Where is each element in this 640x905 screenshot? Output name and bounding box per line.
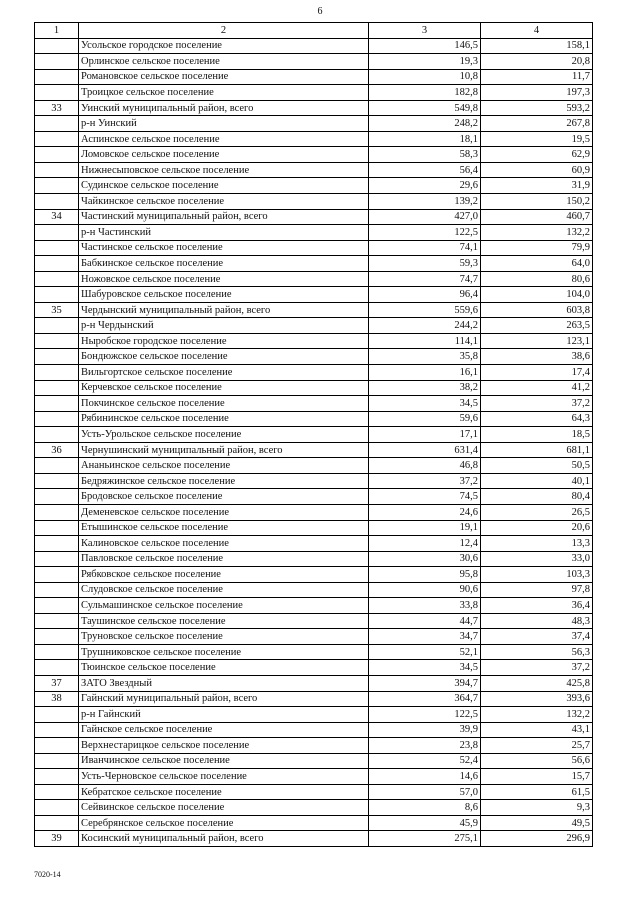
header-col-1: 1 [35, 23, 79, 39]
table-row [35, 100, 593, 116]
value-col-4: 50,5 [481, 458, 593, 474]
table-row [35, 769, 593, 785]
municipality-name: Ломовское сельское поселение [79, 147, 369, 163]
value-col-3: 19,1 [369, 520, 481, 536]
row-number [35, 753, 79, 769]
municipality-name: Верхнестарицкое сельское поселение [79, 738, 369, 754]
value-col-4: 64,3 [481, 411, 593, 427]
table-row [35, 613, 593, 629]
row-number [35, 644, 79, 660]
value-col-3: 37,2 [369, 473, 481, 489]
row-number [35, 769, 79, 785]
row-number [35, 411, 79, 427]
row-number [35, 380, 79, 396]
row-number [35, 707, 79, 723]
row-number [35, 551, 79, 567]
municipality-name: Судинское сельское поселение [79, 178, 369, 194]
row-number: 37 [35, 675, 79, 691]
document-code: 7020-14 [34, 870, 61, 879]
value-col-4: 104,0 [481, 287, 593, 303]
value-col-4: 425,8 [481, 675, 593, 691]
table-row [35, 240, 593, 256]
municipality-name: Усть-Черновское сельское поселение [79, 769, 369, 785]
value-col-3: 364,7 [369, 691, 481, 707]
row-number [35, 287, 79, 303]
row-number [35, 54, 79, 70]
row-number [35, 536, 79, 552]
value-col-3: 52,4 [369, 753, 481, 769]
table-row [35, 271, 593, 287]
value-col-4: 150,2 [481, 194, 593, 210]
value-col-3: 38,2 [369, 380, 481, 396]
municipality-name: Частинский муниципальный район, всего [79, 209, 369, 225]
municipality-name: Калиновское сельское поселение [79, 536, 369, 552]
municipality-name: Чердынский муниципальный район, всего [79, 302, 369, 318]
municipality-name: Бедряжинское сельское поселение [79, 473, 369, 489]
municipality-name: Уинский муниципальный район, всего [79, 100, 369, 116]
value-col-3: 58,3 [369, 147, 481, 163]
table-row [35, 162, 593, 178]
table-row [35, 722, 593, 738]
table-row [35, 380, 593, 396]
table-row [35, 147, 593, 163]
header-col-2: 2 [79, 23, 369, 39]
value-col-4: 18,5 [481, 427, 593, 443]
table-row [35, 256, 593, 272]
table-row [35, 427, 593, 443]
table-row [35, 815, 593, 831]
table-row [35, 536, 593, 552]
table-row [35, 442, 593, 458]
row-number [35, 271, 79, 287]
table-row [35, 489, 593, 505]
table-row [35, 800, 593, 816]
value-col-3: 12,4 [369, 536, 481, 552]
municipality-name: Чайкинское сельское поселение [79, 194, 369, 210]
table-row [35, 178, 593, 194]
municipality-name: Слудовское сельское поселение [79, 582, 369, 598]
row-number [35, 489, 79, 505]
municipality-name: Иванчинское сельское поселение [79, 753, 369, 769]
table-body [35, 23, 593, 847]
value-col-3: 122,5 [369, 225, 481, 241]
value-col-3: 39,9 [369, 722, 481, 738]
value-col-3: 96,4 [369, 287, 481, 303]
table-row [35, 287, 593, 303]
value-col-3: 44,7 [369, 613, 481, 629]
value-col-4: 64,0 [481, 256, 593, 272]
municipality-name: Керчевское сельское поселение [79, 380, 369, 396]
table-header-row [35, 23, 593, 39]
municipality-name: Етышинское сельское поселение [79, 520, 369, 536]
value-col-3: 57,0 [369, 784, 481, 800]
value-col-4: 41,2 [481, 380, 593, 396]
row-number [35, 85, 79, 101]
value-col-3: 23,8 [369, 738, 481, 754]
row-number [35, 722, 79, 738]
table-row [35, 302, 593, 318]
municipality-name: Усольское городское поселение [79, 38, 369, 54]
table-row [35, 567, 593, 583]
value-col-4: 460,7 [481, 209, 593, 225]
municipality-name: р-н Гайнский [79, 707, 369, 723]
row-number [35, 598, 79, 614]
table-row [35, 116, 593, 132]
municipality-name: Рябининское сельское поселение [79, 411, 369, 427]
value-col-3: 34,7 [369, 629, 481, 645]
value-col-4: 48,3 [481, 613, 593, 629]
value-col-3: 56,4 [369, 162, 481, 178]
municipality-name: Гайнский муниципальный район, всего [79, 691, 369, 707]
value-col-3: 59,3 [369, 256, 481, 272]
value-col-3: 8,6 [369, 800, 481, 816]
row-number [35, 225, 79, 241]
municipality-name: Бондюжское сельское поселение [79, 349, 369, 365]
row-number [35, 815, 79, 831]
municipality-name: Ножовское сельское поселение [79, 271, 369, 287]
value-col-4: 9,3 [481, 800, 593, 816]
municipality-name: Сульмашинское сельское поселение [79, 598, 369, 614]
value-col-4: 20,6 [481, 520, 593, 536]
row-number [35, 504, 79, 520]
municipality-name: Бабкинское сельское поселение [79, 256, 369, 272]
value-col-3: 33,8 [369, 598, 481, 614]
value-col-3: 29,6 [369, 178, 481, 194]
row-number [35, 613, 79, 629]
value-col-4: 13,3 [481, 536, 593, 552]
table-row [35, 784, 593, 800]
row-number [35, 660, 79, 676]
municipality-name: Труновское сельское поселение [79, 629, 369, 645]
value-col-4: 37,2 [481, 660, 593, 676]
municipality-name: Частинское сельское поселение [79, 240, 369, 256]
row-number [35, 567, 79, 583]
municipality-name: Серебрянское сельское поселение [79, 815, 369, 831]
value-col-3: 549,8 [369, 100, 481, 116]
row-number [35, 38, 79, 54]
value-col-4: 43,1 [481, 722, 593, 738]
value-col-3: 146,5 [369, 38, 481, 54]
municipality-name: Усть-Урольское сельское поселение [79, 427, 369, 443]
value-col-4: 26,5 [481, 504, 593, 520]
table-row [35, 738, 593, 754]
row-number [35, 473, 79, 489]
municipality-name: Бродовское сельское поселение [79, 489, 369, 505]
row-number [35, 194, 79, 210]
value-col-4: 61,5 [481, 784, 593, 800]
value-col-3: 114,1 [369, 333, 481, 349]
municipality-name: Чернушинский муниципальный район, всего [79, 442, 369, 458]
value-col-4: 62,9 [481, 147, 593, 163]
value-col-4: 158,1 [481, 38, 593, 54]
table-row [35, 660, 593, 676]
table-row [35, 551, 593, 567]
table-row [35, 365, 593, 381]
value-col-3: 244,2 [369, 318, 481, 334]
row-number: 34 [35, 209, 79, 225]
header-col-4: 4 [481, 23, 593, 39]
value-col-3: 24,6 [369, 504, 481, 520]
value-col-3: 248,2 [369, 116, 481, 132]
row-number [35, 427, 79, 443]
table-row [35, 598, 593, 614]
value-col-4: 40,1 [481, 473, 593, 489]
row-number [35, 147, 79, 163]
municipality-name: Рябковское сельское поселение [79, 567, 369, 583]
row-number [35, 365, 79, 381]
table-row [35, 194, 593, 210]
row-number [35, 520, 79, 536]
value-col-4: 296,9 [481, 831, 593, 847]
value-col-3: 95,8 [369, 567, 481, 583]
table-row [35, 504, 593, 520]
value-col-4: 11,7 [481, 69, 593, 85]
value-col-3: 394,7 [369, 675, 481, 691]
table-row [35, 411, 593, 427]
table-row [35, 85, 593, 101]
table-row [35, 582, 593, 598]
row-number [35, 629, 79, 645]
value-col-4: 80,6 [481, 271, 593, 287]
municipality-name: р-н Уинский [79, 116, 369, 132]
value-col-4: 20,8 [481, 54, 593, 70]
row-number: 39 [35, 831, 79, 847]
municipality-name: р-н Чердынский [79, 318, 369, 334]
table-row [35, 333, 593, 349]
row-number [35, 69, 79, 85]
row-number [35, 131, 79, 147]
row-number [35, 256, 79, 272]
value-col-3: 19,3 [369, 54, 481, 70]
value-col-3: 275,1 [369, 831, 481, 847]
table-row [35, 225, 593, 241]
municipality-name: Вильгортское сельское поселение [79, 365, 369, 381]
table-row [35, 209, 593, 225]
row-number [35, 178, 79, 194]
municipality-name: Гайнское сельское поселение [79, 722, 369, 738]
value-col-4: 33,0 [481, 551, 593, 567]
value-col-4: 267,8 [481, 116, 593, 132]
value-col-4: 132,2 [481, 225, 593, 241]
value-col-4: 80,4 [481, 489, 593, 505]
row-number: 36 [35, 442, 79, 458]
row-number [35, 318, 79, 334]
municipality-name: Ныробское городское поселение [79, 333, 369, 349]
row-number: 38 [35, 691, 79, 707]
value-col-4: 60,9 [481, 162, 593, 178]
row-number [35, 396, 79, 412]
value-col-4: 593,2 [481, 100, 593, 116]
page-number: 6 [317, 6, 323, 17]
municipality-name: Нижнесыповское сельское поселение [79, 162, 369, 178]
value-col-3: 139,2 [369, 194, 481, 210]
value-col-3: 59,6 [369, 411, 481, 427]
municipality-name: Таушинское сельское поселение [79, 613, 369, 629]
value-col-4: 38,6 [481, 349, 593, 365]
value-col-3: 52,1 [369, 644, 481, 660]
value-col-3: 74,5 [369, 489, 481, 505]
value-col-4: 36,4 [481, 598, 593, 614]
table-row [35, 753, 593, 769]
municipality-name: Романовское сельское поселение [79, 69, 369, 85]
value-col-3: 74,7 [369, 271, 481, 287]
value-col-4: 393,6 [481, 691, 593, 707]
municipality-name: Ананьинское сельское поселение [79, 458, 369, 474]
value-col-4: 79,9 [481, 240, 593, 256]
table-row [35, 38, 593, 54]
value-col-3: 427,0 [369, 209, 481, 225]
municipality-name: Сейвинское сельское поселение [79, 800, 369, 816]
value-col-4: 15,7 [481, 769, 593, 785]
value-col-3: 34,5 [369, 660, 481, 676]
value-col-3: 559,6 [369, 302, 481, 318]
value-col-4: 37,2 [481, 396, 593, 412]
municipality-name: Деменевское сельское поселение [79, 504, 369, 520]
value-col-4: 17,4 [481, 365, 593, 381]
municipality-name: Косинский муниципальный район, всего [79, 831, 369, 847]
table-row [35, 629, 593, 645]
budget-table [34, 22, 593, 847]
table-row [35, 131, 593, 147]
municipality-name: Трушниковское сельское поселение [79, 644, 369, 660]
value-col-4: 19,5 [481, 131, 593, 147]
table-row [35, 473, 593, 489]
header-col-3: 3 [369, 23, 481, 39]
row-number [35, 784, 79, 800]
value-col-3: 34,5 [369, 396, 481, 412]
municipality-name: р-н Частинский [79, 225, 369, 241]
value-col-4: 56,3 [481, 644, 593, 660]
value-col-3: 631,4 [369, 442, 481, 458]
table-row [35, 691, 593, 707]
value-col-4: 56,6 [481, 753, 593, 769]
table-row [35, 520, 593, 536]
value-col-4: 49,5 [481, 815, 593, 831]
row-number [35, 738, 79, 754]
row-number [35, 582, 79, 598]
value-col-3: 46,8 [369, 458, 481, 474]
value-col-3: 90,6 [369, 582, 481, 598]
municipality-name: ЗАТО Звездный [79, 675, 369, 691]
value-col-4: 197,3 [481, 85, 593, 101]
row-number: 33 [35, 100, 79, 116]
row-number [35, 349, 79, 365]
row-number: 35 [35, 302, 79, 318]
value-col-4: 97,8 [481, 582, 593, 598]
value-col-4: 681,1 [481, 442, 593, 458]
table-row [35, 707, 593, 723]
value-col-4: 103,3 [481, 567, 593, 583]
table-row [35, 675, 593, 691]
row-number [35, 800, 79, 816]
row-number [35, 333, 79, 349]
value-col-3: 45,9 [369, 815, 481, 831]
row-number [35, 162, 79, 178]
value-col-3: 10,8 [369, 69, 481, 85]
table-row [35, 318, 593, 334]
municipality-name: Павловское сельское поселение [79, 551, 369, 567]
table-row [35, 458, 593, 474]
value-col-3: 122,5 [369, 707, 481, 723]
value-col-4: 132,2 [481, 707, 593, 723]
value-col-3: 16,1 [369, 365, 481, 381]
row-number [35, 116, 79, 132]
table-row [35, 54, 593, 70]
municipality-name: Кебратское сельское поселение [79, 784, 369, 800]
value-col-3: 18,1 [369, 131, 481, 147]
municipality-name: Аспинское сельское поселение [79, 131, 369, 147]
municipality-name: Покчинское сельское поселение [79, 396, 369, 412]
value-col-4: 25,7 [481, 738, 593, 754]
table-row [35, 69, 593, 85]
value-col-4: 37,4 [481, 629, 593, 645]
table-row [35, 644, 593, 660]
value-col-3: 17,1 [369, 427, 481, 443]
value-col-3: 14,6 [369, 769, 481, 785]
row-number [35, 458, 79, 474]
municipality-name: Орлинское сельское поселение [79, 54, 369, 70]
value-col-3: 35,8 [369, 349, 481, 365]
table-row [35, 349, 593, 365]
municipality-name: Троицкое сельское поселение [79, 85, 369, 101]
value-col-3: 182,8 [369, 85, 481, 101]
value-col-4: 263,5 [481, 318, 593, 334]
municipality-name: Шабуровское сельское поселение [79, 287, 369, 303]
value-col-3: 30,6 [369, 551, 481, 567]
value-col-3: 74,1 [369, 240, 481, 256]
municipality-name: Тюинское сельское поселение [79, 660, 369, 676]
table-row [35, 831, 593, 847]
table-row [35, 396, 593, 412]
row-number [35, 240, 79, 256]
value-col-4: 123,1 [481, 333, 593, 349]
value-col-4: 31,9 [481, 178, 593, 194]
value-col-4: 603,8 [481, 302, 593, 318]
